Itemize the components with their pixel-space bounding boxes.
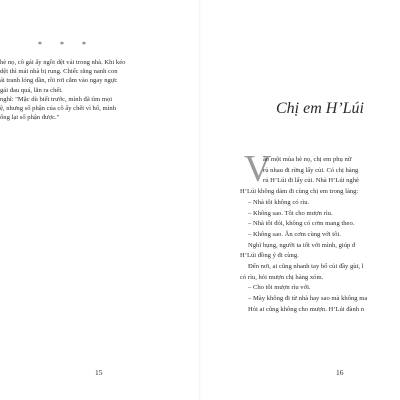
text-line: gái đau quá, lăn ra chết. bbox=[0, 86, 63, 94]
text-line: – Không sao. Tôi cho mượn rìu. bbox=[248, 209, 333, 217]
text-line: – Nhà tôi đói, không có cơm mang theo. bbox=[248, 220, 355, 228]
chapter-title: Chị em H’Lúi bbox=[276, 100, 364, 117]
text-line: hè nọ, cô gái ấy ngồi dệt vải trong nhà. Khi kéo bbox=[0, 59, 126, 66]
text-line: H’Lúi không dám đi cùng chị em trong làng: bbox=[240, 188, 359, 196]
section-ornament: * * * bbox=[38, 40, 94, 49]
text-line: – Cho tôi mượn rìu với. bbox=[248, 284, 311, 292]
text-line: H’Lúi đồng ý đi cùng. bbox=[240, 252, 299, 260]
text-line: có rìu, hỏi mượn chị hàng xóm. bbox=[240, 273, 324, 281]
text-line: – Mày không đi từ nhà hay sao mà không ma bbox=[248, 295, 368, 303]
text-line: Đến nơi, ai cũng nhanh tay bổ củi đầy gùi, l bbox=[248, 263, 364, 271]
right-page-text bbox=[240, 155, 400, 316]
text-line: rủ H’Lúi đi lấy củi. Nhà H’Lúi nghè bbox=[263, 177, 359, 185]
text-line: rủ nhau đi rừng lấy củi. Có chị hàng bbox=[263, 166, 359, 174]
text-line: – Không sao. Ăn cơm cùng với tôi. bbox=[248, 230, 341, 238]
text-line: Nghĩ bụng, người ta tốt với mình, giúp đ bbox=[248, 241, 356, 249]
text-line: dệt thì mái nhà bị rung. Chiếc răng nanh con bbox=[0, 68, 118, 76]
right-page bbox=[200, 0, 400, 400]
left-page-text bbox=[0, 58, 196, 122]
page-number-right: 16 bbox=[336, 368, 344, 377]
text-line: ệ, nhưng số phận của cô ấy chết vì hổ, mình bbox=[0, 105, 117, 113]
page-number-left: 15 bbox=[95, 368, 103, 377]
drop-cap: V bbox=[244, 148, 272, 190]
text-line: ào một mùa hè nọ, chị em phụ nữ bbox=[263, 156, 352, 163]
text-line: nghĩ: "Mặc dù biết trước, mình đã tìm mọi bbox=[0, 95, 113, 103]
text-line: ái tranh lỏng dần, rồi rơi cắm vào ngay ngực bbox=[0, 77, 118, 85]
text-line: Hỏi ai cũng không cho mượn. H’Lúi đành n bbox=[248, 305, 365, 313]
text-line: – Nhà tôi không có rìu. bbox=[248, 198, 310, 206]
text-line: ống lại số phận được." bbox=[0, 114, 60, 122]
